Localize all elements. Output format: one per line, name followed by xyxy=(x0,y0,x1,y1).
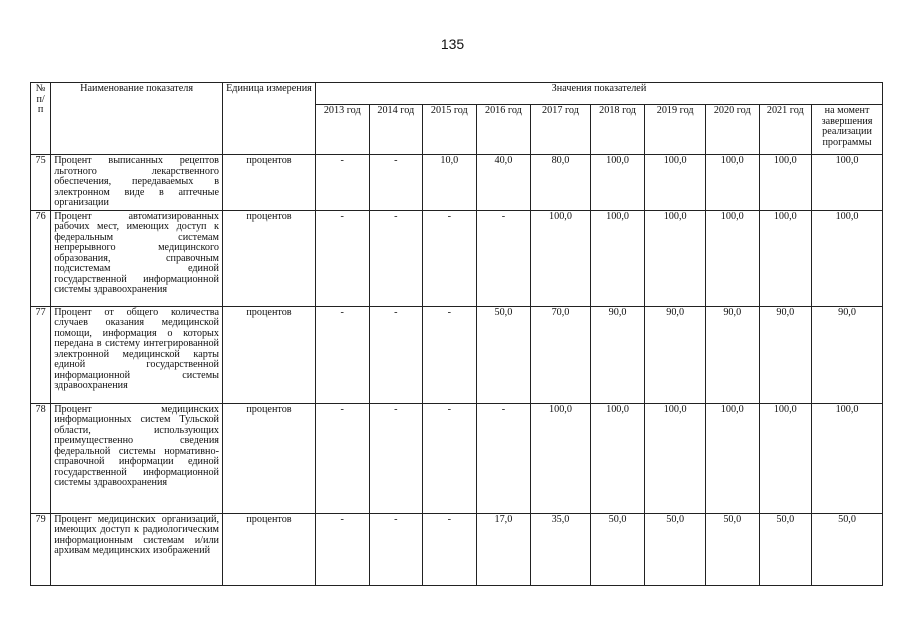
indicator-value: 90,0 xyxy=(812,306,883,403)
indicator-value: 50,0 xyxy=(476,306,531,403)
indicator-value: - xyxy=(423,513,477,585)
indicator-value: 100,0 xyxy=(531,210,591,306)
header-unit: Единица измерения xyxy=(223,83,316,155)
indicator-value: 70,0 xyxy=(531,306,591,403)
indicator-value: 100,0 xyxy=(645,210,706,306)
indicator-value: 100,0 xyxy=(759,403,812,513)
header-row-top xyxy=(31,83,883,105)
indicator-value: 90,0 xyxy=(645,306,706,403)
indicator-value: 50,0 xyxy=(645,513,706,585)
table-body xyxy=(31,155,883,586)
header-year: 2020 год xyxy=(705,105,759,155)
indicator-value: 100,0 xyxy=(812,403,883,513)
header-year: 2018 год xyxy=(590,105,645,155)
indicator-value: 90,0 xyxy=(590,306,645,403)
indicator-value: 100,0 xyxy=(590,403,645,513)
indicator-value: - xyxy=(369,403,423,513)
indicator-unit: процентов xyxy=(223,306,316,403)
indicator-value: 90,0 xyxy=(759,306,812,403)
indicator-name: Процент выписанных рецептов льготного лекарственного обеспечения, передаваемых в электронном виде в аптечные организации xyxy=(51,155,223,211)
header-year: 2016 год xyxy=(476,105,531,155)
header-name: Наименование показателя xyxy=(51,83,223,155)
header-year: 2013 год xyxy=(315,105,369,155)
indicator-value: 100,0 xyxy=(759,155,812,211)
indicator-value: 100,0 xyxy=(705,210,759,306)
indicator-value: 10,0 xyxy=(423,155,477,211)
indicator-value: - xyxy=(315,306,369,403)
row-number: 75 xyxy=(31,155,51,211)
header-year: 2015 год xyxy=(423,105,477,155)
header-year: на момент завершения реализации программы xyxy=(812,105,883,155)
table-row xyxy=(31,306,883,403)
indicator-value: 100,0 xyxy=(705,155,759,211)
row-number: 79 xyxy=(31,513,51,585)
indicator-value: - xyxy=(423,210,477,306)
indicator-value: 100,0 xyxy=(590,210,645,306)
indicator-value: 90,0 xyxy=(705,306,759,403)
indicator-unit: процентов xyxy=(223,155,316,211)
indicator-name: Процент медицинских организаций, имеющих доступ к радиологическим информационным системам и/или архивам медицинских изображений xyxy=(51,513,223,585)
indicator-value: 100,0 xyxy=(590,155,645,211)
indicator-value: - xyxy=(423,306,477,403)
indicator-unit: процентов xyxy=(223,403,316,513)
page-number: 135 xyxy=(440,36,465,52)
row-number: 76 xyxy=(31,210,51,306)
table-row xyxy=(31,155,883,211)
indicator-name: Процент от общего количества случаев оказания медицинской помощи, информация о которых передана в систему интегрированной электронной медицинской карты единой государственной информационной системы здравоохранения xyxy=(51,306,223,403)
indicators-table xyxy=(30,82,883,586)
indicator-value: - xyxy=(423,403,477,513)
header-year: 2017 год xyxy=(531,105,591,155)
indicator-value: 50,0 xyxy=(590,513,645,585)
header-year: 2014 год xyxy=(369,105,423,155)
indicator-value: 35,0 xyxy=(531,513,591,585)
indicator-unit: процентов xyxy=(223,210,316,306)
indicator-value: - xyxy=(315,155,369,211)
header-year: 2019 год xyxy=(645,105,706,155)
row-number: 78 xyxy=(31,403,51,513)
indicator-value: - xyxy=(315,403,369,513)
indicator-value: 40,0 xyxy=(476,155,531,211)
row-number: 77 xyxy=(31,306,51,403)
header-number: № п/п xyxy=(31,83,51,155)
indicator-value: 80,0 xyxy=(531,155,591,211)
table-row xyxy=(31,513,883,585)
indicator-unit: процентов xyxy=(223,513,316,585)
table-row xyxy=(31,403,883,513)
indicator-value: - xyxy=(315,513,369,585)
indicator-value: 50,0 xyxy=(759,513,812,585)
indicator-value: 100,0 xyxy=(705,403,759,513)
indicator-value: - xyxy=(369,306,423,403)
indicator-value: 100,0 xyxy=(812,210,883,306)
indicator-value: - xyxy=(315,210,369,306)
indicator-value: 100,0 xyxy=(645,155,706,211)
table-row xyxy=(31,210,883,306)
indicator-value: - xyxy=(476,403,531,513)
indicator-name: Процент автоматизированных рабочих мест, имеющих доступ к федеральным системам непрерывного медицинского образования, справочным подсистемам единой государственной информационной системы здравоохранения xyxy=(51,210,223,306)
indicator-name: Процент медицинских информационных систем Тульской области, использующих преимущественно сведения федеральной системы нормативно-справочной информации единой государственной информационной системы здравоохранения xyxy=(51,403,223,513)
indicator-value: 100,0 xyxy=(531,403,591,513)
indicator-value: 100,0 xyxy=(759,210,812,306)
indicator-value: - xyxy=(369,155,423,211)
indicator-value: 50,0 xyxy=(812,513,883,585)
indicator-value: 50,0 xyxy=(705,513,759,585)
indicator-value: - xyxy=(369,513,423,585)
indicator-value: 100,0 xyxy=(812,155,883,211)
header-year: 2021 год xyxy=(759,105,812,155)
indicator-value: 17,0 xyxy=(476,513,531,585)
indicator-value: 100,0 xyxy=(645,403,706,513)
header-values-group: Значения показателей xyxy=(315,83,882,105)
indicator-value: - xyxy=(369,210,423,306)
indicator-value: - xyxy=(476,210,531,306)
